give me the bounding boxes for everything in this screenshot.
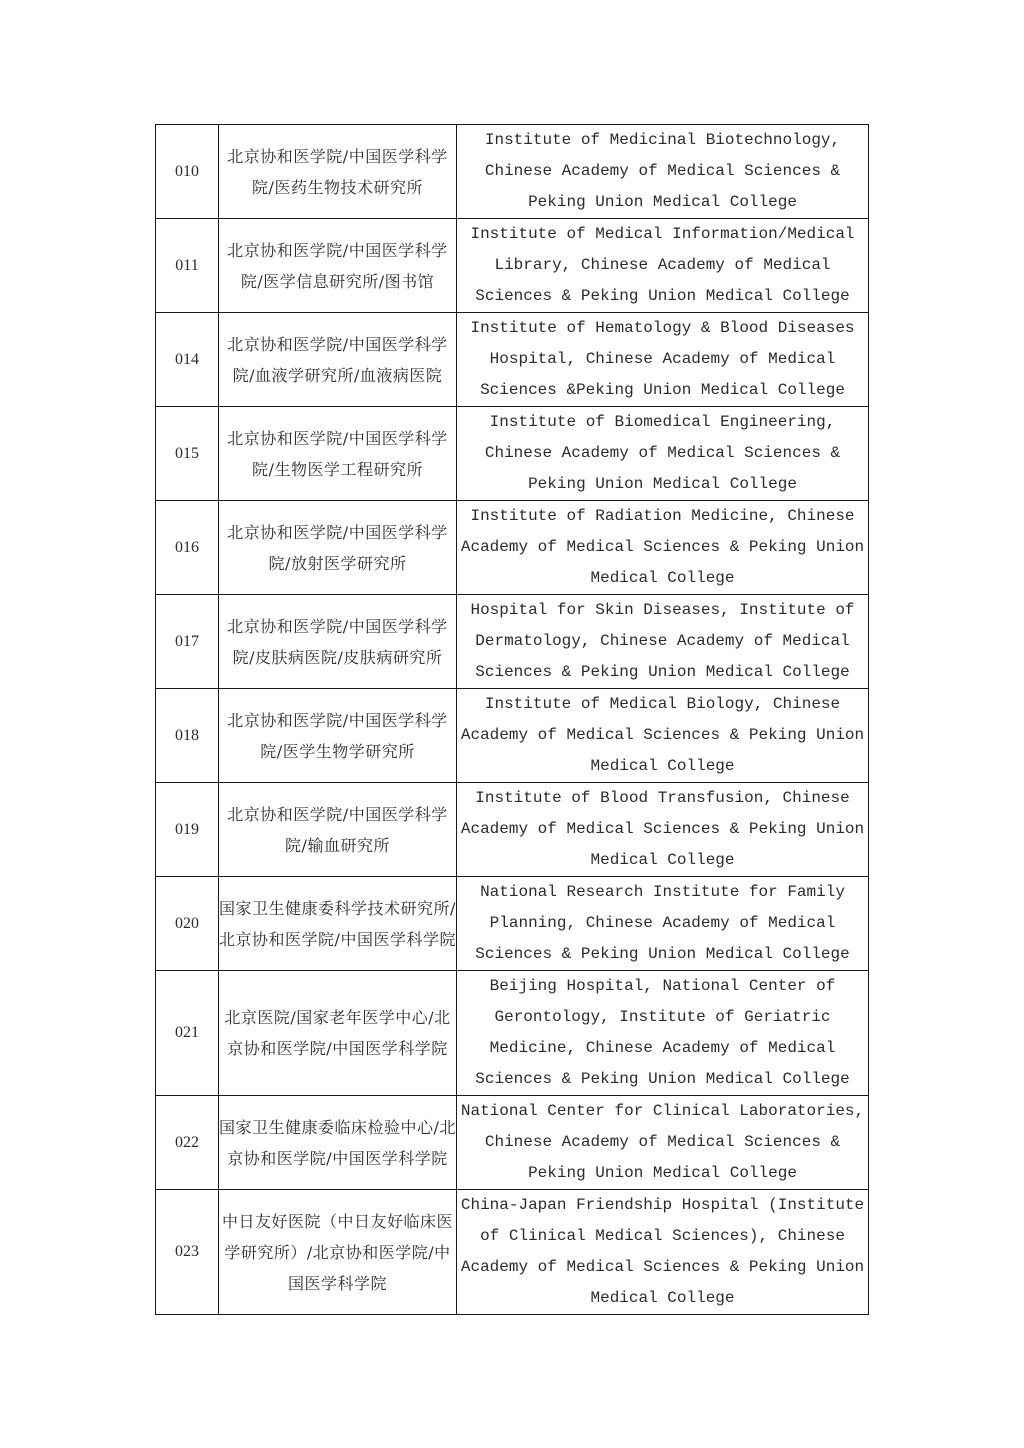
institution-name-en: National Center for Clinical Laboratories, Chinese Academy of Medical Sciences & Peking Union Medical College: [457, 1096, 869, 1190]
institution-name-en: Beijing Hospital, National Center of Gerontology, Institute of Geriatric Medicine, Chinese Academy of Medical Sciences & Peking Union Medical College: [457, 971, 869, 1096]
institution-name-cn: 北京协和医学院/中国医学科学院/医学信息研究所/图书馆: [219, 219, 457, 313]
table-row: [156, 689, 869, 783]
institution-name-cn: 北京协和医学院/中国医学科学院/医学生物学研究所: [219, 689, 457, 783]
institution-name-en: Institute of Medicinal Biotechnology, Chinese Academy of Medical Sciences & Peking Union Medical College: [457, 125, 869, 219]
institution-name-cn: 北京协和医学院/中国医学科学院/生物医学工程研究所: [219, 407, 457, 501]
institution-code: 022: [156, 1096, 219, 1190]
institution-name-cn: 北京协和医学院/中国医学科学院/皮肤病医院/皮肤病研究所: [219, 595, 457, 689]
institution-name-en: Institute of Hematology & Blood Diseases Hospital, Chinese Academy of Medical Sciences &Peking Union Medical College: [457, 313, 869, 407]
institution-code: 021: [156, 971, 219, 1096]
institution-name-cn: 北京协和医学院/中国医学科学院/放射医学研究所: [219, 501, 457, 595]
institution-name-cn: 国家卫生健康委临床检验中心/北京协和医学院/中国医学科学院: [219, 1096, 457, 1190]
institution-name-en: Institute of Medical Information/Medical Library, Chinese Academy of Medical Sciences & Peking Union Medical College: [457, 219, 869, 313]
institution-name-en: Institute of Blood Transfusion, Chinese Academy of Medical Sciences & Peking Union Medical College: [457, 783, 869, 877]
institution-code: 010: [156, 125, 219, 219]
table-row: [156, 877, 869, 971]
table-row: [156, 219, 869, 313]
table-row: [156, 1096, 869, 1190]
institution-name-cn: 北京协和医学院/中国医学科学院/医药生物技术研究所: [219, 125, 457, 219]
table-row: [156, 971, 869, 1096]
institution-name-en: Institute of Medical Biology, Chinese Academy of Medical Sciences & Peking Union Medical College: [457, 689, 869, 783]
table-row: [156, 1190, 869, 1315]
table-row: [156, 501, 869, 595]
institution-name-en: Hospital for Skin Diseases, Institute of Dermatology, Chinese Academy of Medical Sciences & Peking Union Medical College: [457, 595, 869, 689]
institution-name-cn: 国家卫生健康委科学技术研究所/北京协和医学院/中国医学科学院: [219, 877, 457, 971]
institution-name-en: Institute of Biomedical Engineering, Chinese Academy of Medical Sciences & Peking Union Medical College: [457, 407, 869, 501]
institution-code: 016: [156, 501, 219, 595]
table-row: [156, 125, 869, 219]
institution-name-cn: 北京医院/国家老年医学中心/北京协和医学院/中国医学科学院: [219, 971, 457, 1096]
table-row: [156, 595, 869, 689]
institution-code: 020: [156, 877, 219, 971]
institution-name-en: China-Japan Friendship Hospital (Institute of Clinical Medical Sciences), Chinese Academy of Medical Sciences & Peking Union Medical College: [457, 1190, 869, 1315]
institution-code: 018: [156, 689, 219, 783]
institution-name-en: Institute of Radiation Medicine, Chinese Academy of Medical Sciences & Peking Union Medical College: [457, 501, 869, 595]
table-row: [156, 407, 869, 501]
institution-name-cn: 北京协和医学院/中国医学科学院/输血研究所: [219, 783, 457, 877]
institution-code: 017: [156, 595, 219, 689]
institution-code: 011: [156, 219, 219, 313]
table-row: [156, 313, 869, 407]
institution-code: 014: [156, 313, 219, 407]
institution-name-cn: 北京协和医学院/中国医学科学院/血液学研究所/血液病医院: [219, 313, 457, 407]
institution-name-cn: 中日友好医院（中日友好临床医学研究所）/北京协和医学院/中国医学科学院: [219, 1190, 457, 1315]
institution-table: [155, 124, 869, 1315]
institution-code: 019: [156, 783, 219, 877]
institution-code: 023: [156, 1190, 219, 1315]
table-row: [156, 783, 869, 877]
institution-name-en: National Research Institute for Family Planning, Chinese Academy of Medical Sciences & Peking Union Medical College: [457, 877, 869, 971]
institution-code: 015: [156, 407, 219, 501]
